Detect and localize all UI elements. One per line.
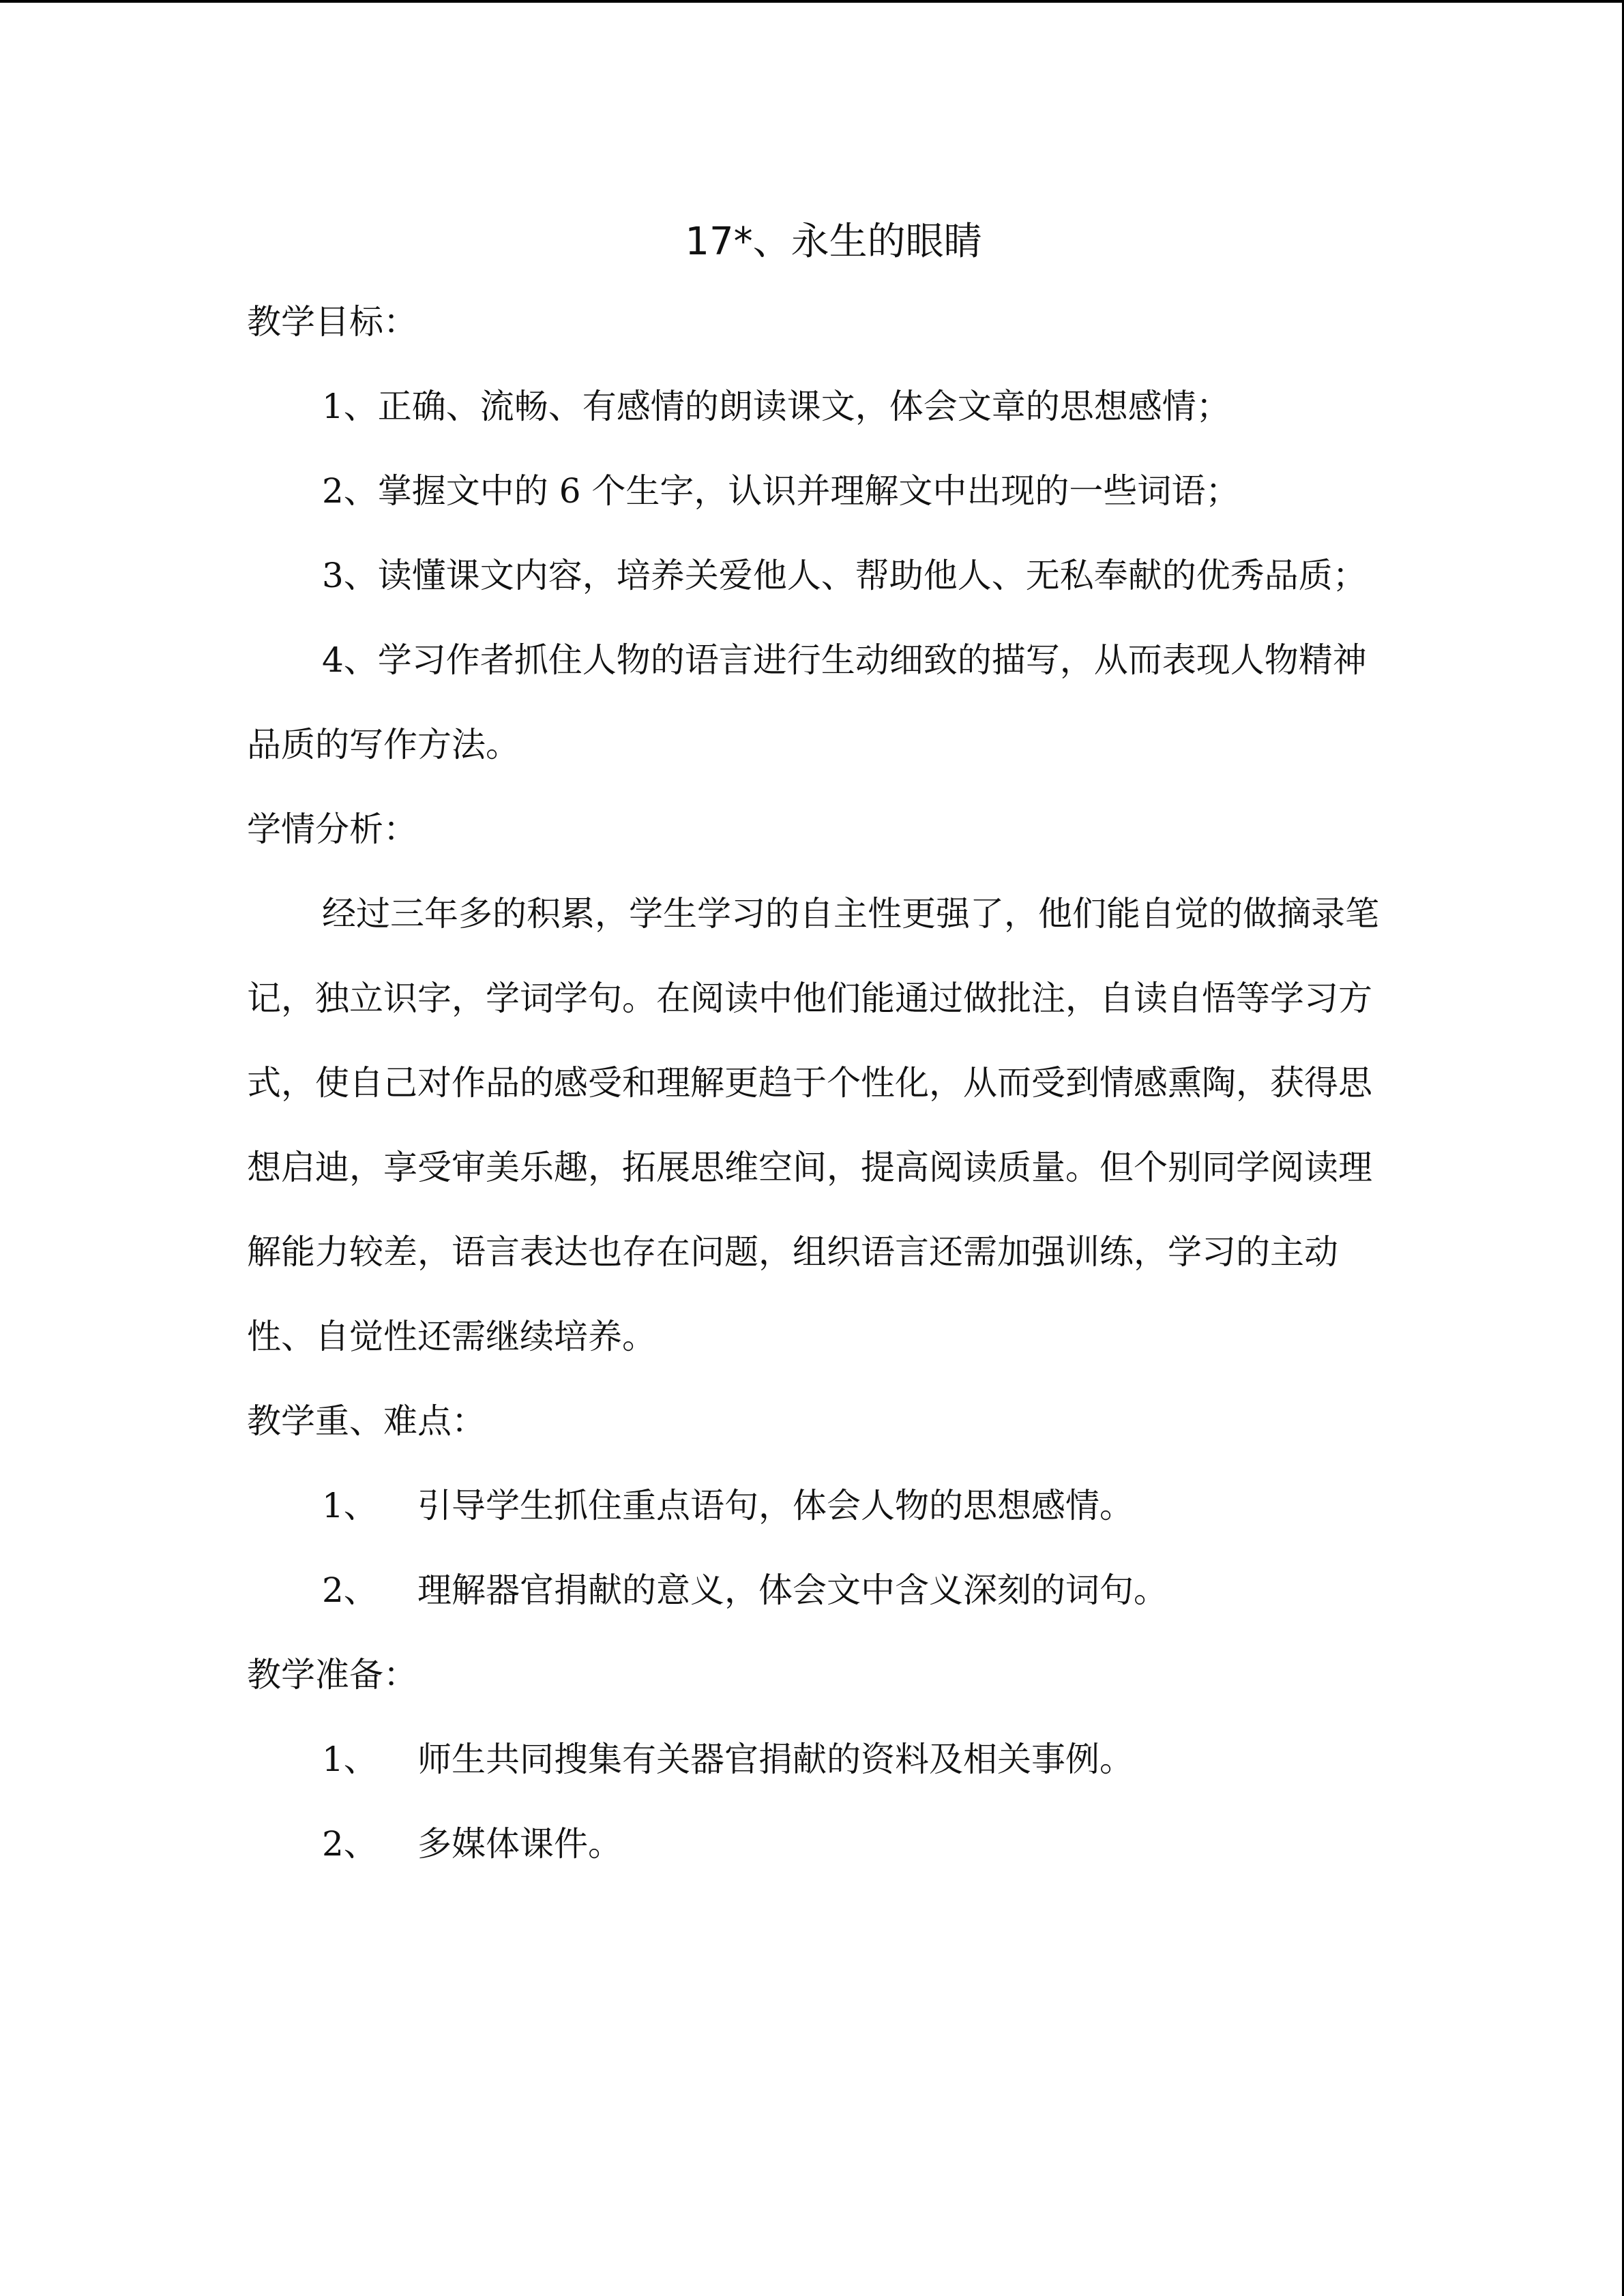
key-point-item	[247, 1548, 1386, 1632]
preparation-item	[247, 1802, 1386, 1886]
objective-item: 1、正确、流畅、有感情的朗读课文，体会文章的思想感情；	[322, 387, 1230, 426]
preparation-heading: 教学准备：	[247, 1655, 417, 1695]
objectives-heading: 教学目标：	[247, 302, 417, 342]
preparation-number: 1、	[322, 1740, 378, 1779]
objective-item: 4、学习作者抓住人物的语言进行生动细致的描写，从而表现人物精神品质的写作方法。	[247, 640, 1367, 764]
document-page	[247, 205, 1386, 1886]
document-title: 17*、永生的眼睛	[685, 220, 982, 264]
preparation-item	[247, 1717, 1386, 1802]
objective-item: 2、掌握文中的 6 个生字，认识并理解文中出现的一些词语；	[322, 471, 1240, 511]
page-top-border	[0, 0, 1624, 3]
key-points-heading: 教学重、难点：	[247, 1401, 486, 1441]
preparation-text: 师生共同搜集有关器官捐献的资料及相关事例。	[417, 1740, 1134, 1779]
preparation-text: 多媒体课件。	[417, 1824, 622, 1864]
preparation-number: 2、	[322, 1824, 378, 1864]
analysis-heading: 学情分析：	[247, 809, 417, 849]
key-point-item	[247, 1463, 1386, 1548]
key-point-text: 引导学生抓住重点语句，体会人物的思想感情。	[417, 1486, 1134, 1525]
key-point-number: 2、	[322, 1570, 378, 1610]
key-point-number: 1、	[322, 1486, 378, 1525]
analysis-paragraph: 经过三年多的积累，学生学习的自主性更强了，他们能自觉的做摘录笔记，独立识字，学词学句。在阅读中他们能通过做批注，自读自悟等学习方式，使自己对作品的感受和理解更趋于个性化，从而受到情感熏陶，获得思想启迪，享受审美乐趣，拓展思维空间，提高阅读质量。但个别同学阅读理解能力较差，语言表达也存在问题，组织语言还需加强训练，学习的主动性、自觉性还需继续培养。	[247, 894, 1379, 1356]
key-point-text: 理解器官捐献的意义，体会文中含义深刻的词句。	[417, 1570, 1168, 1610]
objective-item: 3、读懂课文内容，培养关爱他人、帮助他人、无私奉献的优秀品质；	[322, 556, 1367, 595]
